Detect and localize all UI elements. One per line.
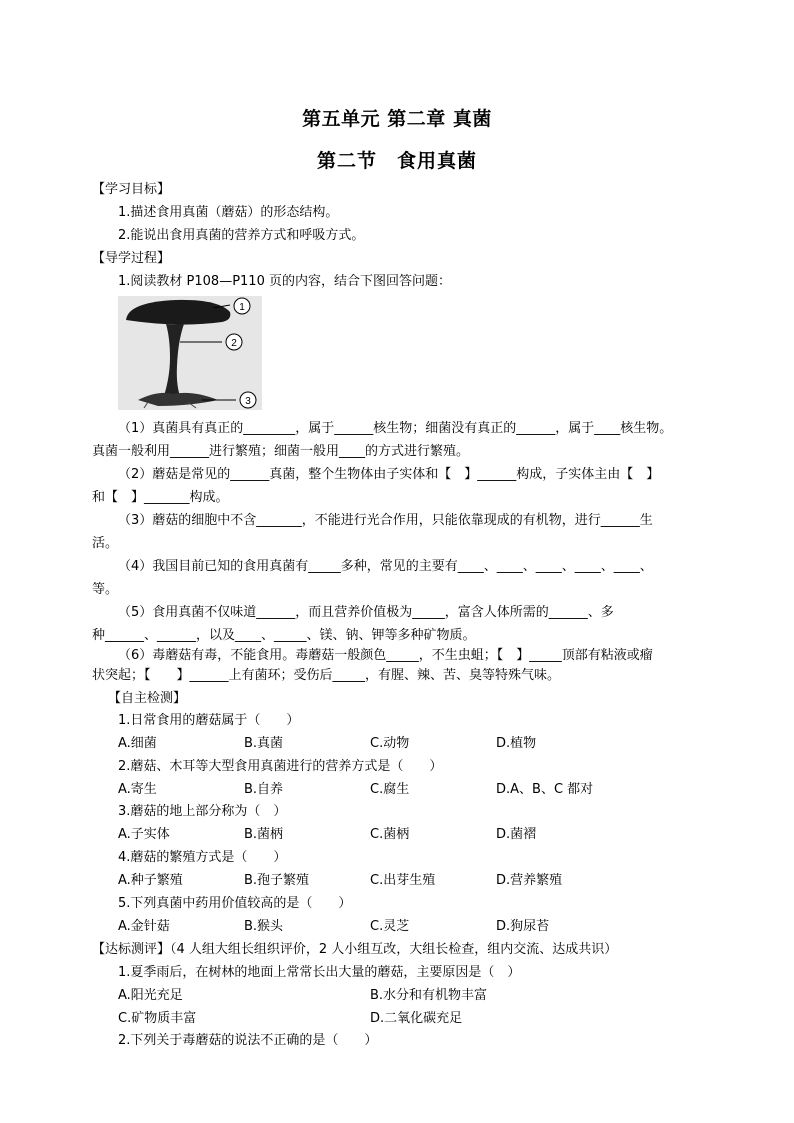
figure-label-2: 2 bbox=[231, 338, 237, 349]
mc-option: C.灵芝 bbox=[370, 919, 410, 934]
question-line: （5）食用真菌不仅味道______，而且营养价值极为_____，富含人体所需的______、多 bbox=[118, 605, 614, 620]
mc-option: C.菌柄 bbox=[370, 827, 410, 842]
mc-option: A.阳光充足 bbox=[118, 988, 183, 1003]
mc-option: D.菌褶 bbox=[496, 827, 537, 842]
mc-option: A.种子繁殖 bbox=[118, 873, 183, 888]
mushroom-figure bbox=[118, 296, 262, 410]
self-check-heading: 【自主检测】 bbox=[108, 691, 187, 706]
reading-instruction: 1.阅读教材 P108—P110 页的内容，结合下图回答问题： bbox=[118, 274, 451, 289]
question-line: （2）蘑菇是常见的______真菌，整个生物体由子实体和【 】______构成，子实体主由【 】 bbox=[118, 467, 660, 482]
mc-question: 1.夏季雨后，在树林的地面上常常长出大量的蘑菇，主要原因是（ ） bbox=[118, 965, 521, 980]
figure-label-3: 3 bbox=[245, 396, 251, 407]
mc-option: B.猴头 bbox=[244, 919, 284, 934]
mc-option: D.A、B、C 都对 bbox=[496, 782, 594, 797]
mc-option: B.菌柄 bbox=[244, 827, 284, 842]
mc-option: A.子实体 bbox=[118, 827, 170, 842]
mc-option: D.狗尿苔 bbox=[496, 919, 550, 934]
mc-option: A.细菌 bbox=[118, 736, 157, 751]
question-line: 等。 bbox=[92, 582, 119, 597]
mc-option: A.金针菇 bbox=[118, 919, 170, 934]
mc-question: 5.下列真菌中药用价值较高的是（ ） bbox=[118, 896, 352, 911]
mc-option: B.孢子繁殖 bbox=[244, 873, 310, 888]
question-line: （6）毒蘑菇有毒，不能食用。毒蘑菇一般颜色_____，不生虫蛆；【 】_____顶部有粘液或瘤 bbox=[118, 648, 653, 663]
mc-question: 2.下列关于毒蘑菇的说法不正确的是（ ） bbox=[118, 1033, 378, 1048]
mc-question: 1.日常食用的蘑菇属于（ ） bbox=[118, 713, 300, 728]
mc-option: D.植物 bbox=[496, 736, 537, 751]
mc-option: C.动物 bbox=[370, 736, 410, 751]
question-line: 种______、______，以及____、_____、镁、钠、钾等多种矿物质。 bbox=[92, 628, 476, 643]
mc-option: C.出芽生殖 bbox=[370, 873, 436, 888]
question-line: （1）真菌具有真正的________，属于______核生物；细菌没有真正的______，属于____核生物。 bbox=[118, 421, 673, 436]
mc-option: B.自养 bbox=[244, 782, 284, 797]
question-line: （3）蘑菇的细胞中不含_______，不能进行光合作用，只能依靠现成的有机物，进行______生 bbox=[118, 513, 653, 528]
goal-item: 1.描述食用真菌（蘑菇）的形态结构。 bbox=[118, 205, 339, 220]
process-heading: 【导学过程】 bbox=[92, 251, 171, 266]
question-line: 和【 】_______构成。 bbox=[92, 490, 229, 505]
mc-option: C.矿物质丰富 bbox=[118, 1011, 197, 1026]
question-line: 活。 bbox=[92, 536, 119, 551]
question-line: 真菌一般利用______进行繁殖；细菌一般用____的方式进行繁殖。 bbox=[92, 444, 470, 459]
mc-option: D.二氧化碳充足 bbox=[370, 1011, 463, 1026]
figure-label-1: 1 bbox=[239, 302, 245, 313]
mc-question: 3.蘑菇的地上部分称为（ ） bbox=[118, 804, 287, 819]
mc-option: B.水分和有机物丰富 bbox=[370, 988, 488, 1003]
mc-option: D.营养繁殖 bbox=[496, 873, 563, 888]
mc-question: 2.蘑菇、木耳等大型食用真菌进行的营养方式是（ ） bbox=[118, 759, 443, 774]
mc-question: 4.蘑菇的繁殖方式是（ ） bbox=[118, 850, 287, 865]
mushroom-illustration bbox=[118, 296, 262, 410]
question-line: （4）我国目前已知的食用真菌有_____多种，常见的主要有____、____、____、____、____、 bbox=[118, 559, 653, 574]
mc-option: B.真菌 bbox=[244, 736, 284, 751]
section-title: 第二节 食用真菌 bbox=[316, 150, 477, 172]
evaluation-heading: 【达标测评】（4 人组大组长组织评价，2 人小组互改，大组长检查，组内交流、达成共识） bbox=[92, 942, 618, 957]
mc-option: A.寄生 bbox=[118, 782, 157, 797]
goals-heading: 【学习目标】 bbox=[92, 182, 171, 197]
page-title: 第五单元 第二章 真菌 bbox=[302, 108, 492, 130]
goal-item: 2.能说出食用真菌的营养方式和呼吸方式。 bbox=[118, 228, 365, 243]
question-line: 状突起；【 】______上有菌环；受伤后_____，有腥、辣、苦、臭等特殊气味。 bbox=[92, 668, 561, 683]
mc-option: C.腐生 bbox=[370, 782, 410, 797]
